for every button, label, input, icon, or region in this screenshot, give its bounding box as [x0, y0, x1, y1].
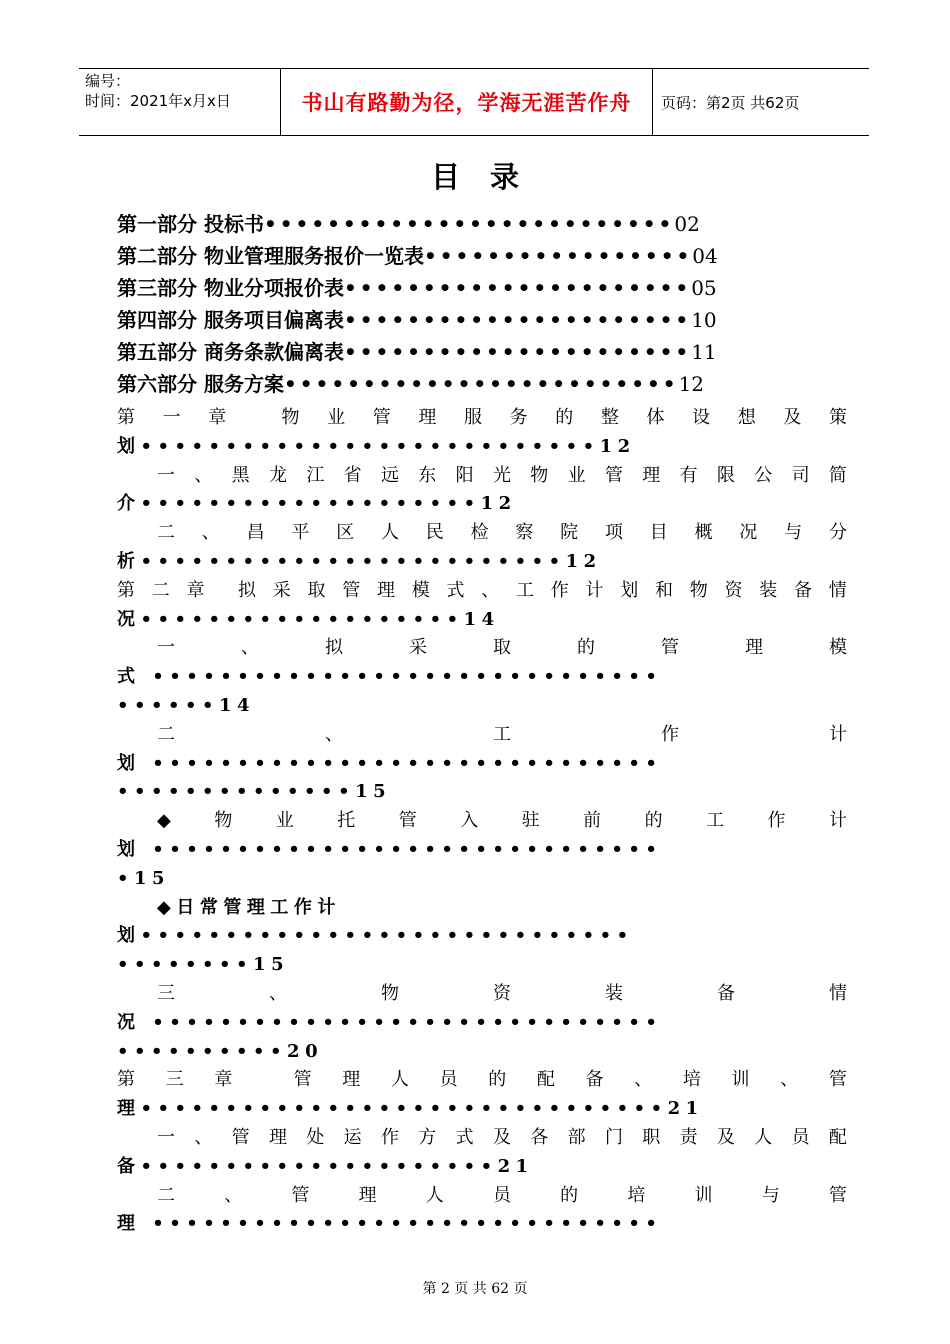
header-meta	[79, 69, 281, 135]
toc-entry-char: 江	[306, 464, 325, 486]
toc-entry-char: 平	[291, 522, 310, 544]
toc-entry-char: 管	[372, 407, 391, 428]
toc-entry-char: 装	[759, 579, 778, 601]
toc-entry-char: 公	[754, 464, 773, 486]
toc-entry-char: 及	[492, 1126, 511, 1148]
toc-entry-line	[117, 778, 847, 807]
toc-entry-char: 况	[739, 522, 758, 544]
toc-entry-char: 的	[644, 810, 663, 832]
toc-entry-text: •15	[117, 867, 171, 889]
toc-entry-char: 的	[577, 637, 595, 659]
toc-entry-char: 及	[783, 407, 802, 428]
toc-entry-line	[117, 1038, 847, 1067]
toc-entry-char: 培	[682, 1069, 701, 1091]
toc-entry-line	[117, 634, 847, 663]
toc-entry-char: 二	[151, 579, 170, 601]
toc-part-label: 第一部分 投标书	[117, 212, 264, 236]
toc-entry-char: 拟	[238, 579, 256, 601]
toc-entry-char: 入	[460, 810, 479, 832]
toc-entry-char: 作	[550, 579, 569, 601]
toc-entry-line	[117, 692, 847, 721]
toc-entry-char: 、	[201, 522, 220, 544]
toc-entry-char: 门	[604, 1126, 623, 1148]
toc-entry-char: 管	[398, 810, 417, 832]
toc-entry-text: 备•••••••••••••••••••••21	[117, 1155, 534, 1177]
toc-entry-text: 划 ••••••••••••••••••••••••••••••	[117, 752, 663, 774]
toc-entry-char: 职	[642, 1126, 661, 1148]
toc-entry-char: 理	[342, 1069, 361, 1091]
toc-entry-text: 理•••••••••••••••••••••••••••••••21	[117, 1098, 704, 1120]
toc-entry-line	[117, 663, 847, 692]
toc-entry-char: 、	[194, 464, 213, 486]
toc-part-label: 第二部分 物业管理服务报价一览表	[117, 244, 424, 268]
toc-entry-char: 计	[829, 723, 847, 745]
toc-entry-char: 模	[411, 579, 430, 601]
toc-entry-char: 驻	[521, 810, 540, 832]
toc-entry-char: 第	[117, 579, 135, 601]
toc-entry-line	[117, 462, 847, 491]
toc-entry-char: 训	[694, 1184, 713, 1206]
toc-entry-char: 理	[745, 637, 763, 659]
toc-entry-char: 第	[117, 407, 135, 428]
toc-entry-char: 员	[791, 1126, 810, 1148]
toc-entry-line	[117, 433, 847, 462]
toc-entry-char: 托	[337, 810, 356, 832]
toc-entry-char: 物	[281, 407, 300, 428]
toc-part-row	[117, 208, 847, 240]
toc-entry-char: 章	[208, 407, 227, 428]
toc-entry-char: 省	[343, 464, 362, 486]
toc-entry-char: 物	[689, 579, 708, 601]
time-label: 时间：2021年x月x日	[85, 92, 231, 110]
toc-entry-char: 章	[214, 1069, 233, 1091]
toc-entry-char: 黑	[231, 464, 250, 486]
toc-entry-char: 的	[488, 1069, 507, 1091]
toc-entry-char: 目	[649, 522, 668, 544]
page-header	[79, 68, 869, 136]
toc-entry-char: 管	[661, 637, 679, 659]
toc-entry-char: 资	[724, 579, 743, 601]
toc-entry-char: 简	[828, 464, 847, 486]
toc-page-number: 02	[674, 212, 700, 236]
toc-entry-char: 训	[731, 1069, 750, 1091]
toc-entry-char: 理	[642, 464, 661, 486]
toc-entry-char: 各	[530, 1126, 549, 1148]
toc-entry-line	[117, 836, 847, 865]
toc-entry-char: 昌	[246, 522, 265, 544]
toc-entry-char: 院	[560, 522, 579, 544]
toc-entry-char: 工	[706, 810, 725, 832]
toc-page-number: 11	[691, 340, 717, 364]
toc-entry-line	[117, 750, 847, 779]
toc-entry-char: 、	[780, 1069, 799, 1091]
toc-entry-char: 配	[536, 1069, 555, 1091]
toc-entry-text: 划•••••••••••••••••••••••••••••	[117, 925, 634, 947]
toc-entry-char: 员	[492, 1184, 511, 1206]
toc-part-label: 第四部分 服务项目偏离表	[117, 308, 344, 332]
toc-entry-text: 析•••••••••••••••••••••••••12	[117, 550, 602, 572]
toc-entry-char: 备	[794, 579, 812, 601]
toc-entry-char: 管	[342, 579, 361, 601]
page-footer: 第 2 页 共 62 页	[422, 1281, 528, 1297]
toc-entry-char: 检	[470, 522, 489, 544]
toc-entry-char: 二	[157, 723, 175, 745]
toc-leader-dots: ••••••••••••••••••••••	[343, 276, 692, 300]
toc-entry-line	[117, 1009, 847, 1038]
toc-entry-char: 人	[425, 1184, 444, 1206]
toc-entry-line	[117, 490, 847, 519]
toc-entry-char: 三	[165, 1069, 184, 1091]
toc-entry-line	[117, 1124, 847, 1153]
toc-entries	[117, 404, 847, 1239]
toc-part-row	[117, 272, 847, 304]
toc-entry-char: 资	[493, 982, 511, 1004]
toc-part-label: 第三部分 物业分项报价表	[117, 276, 344, 300]
toc-entry-text: ••••••••15	[117, 954, 290, 976]
toc-entry-char: 第	[117, 1069, 135, 1091]
toc-page-number: 04	[692, 244, 718, 268]
toc-entry-line	[117, 519, 847, 548]
toc-entry-text: 况•••••••••••••••••••14	[117, 608, 500, 630]
toc-part-row	[117, 240, 847, 272]
toc-entry-text: 介••••••••••••••••••••12	[117, 493, 517, 515]
toc-entry-char: 培	[627, 1184, 646, 1206]
toc-entry-char: 、	[269, 982, 287, 1004]
toc-entry-char: 司	[791, 464, 810, 486]
toc-entry-char: 想	[737, 407, 756, 428]
toc-entry-char: 、	[634, 1069, 653, 1091]
toc-entry-char: 情	[829, 982, 847, 1004]
toc-entry-line	[117, 577, 847, 606]
toc-part-row	[117, 336, 847, 368]
toc-entry-line	[117, 894, 847, 923]
toc-entry-text: 式 ••••••••••••••••••••••••••••••	[117, 666, 663, 688]
toc-entry-char: 拟	[325, 637, 343, 659]
toc-entry-char: 一	[157, 637, 175, 659]
toc-part-row	[117, 368, 847, 400]
toc-entry-char: 式	[446, 579, 465, 601]
toc-entry-text: ••••••••••20	[117, 1040, 324, 1062]
toc-entry-char: 装	[605, 982, 623, 1004]
table-of-contents	[117, 208, 847, 1239]
toc-entry-char: 计	[585, 579, 604, 601]
toc-entry-char: 区	[336, 522, 355, 544]
toc-entry-char: 和	[655, 579, 673, 601]
toc-part-label: 第六部分 服务方案	[117, 372, 284, 396]
toc-entry-char: 服	[464, 407, 482, 428]
toc-leader-dots: •••••••••••••••••••••••••	[283, 372, 679, 396]
toc-entry-char: 配	[828, 1126, 847, 1148]
toc-entry-char: 业	[567, 464, 586, 486]
toc-entry-char: 体	[646, 407, 665, 428]
toc-entry-char: 取	[307, 579, 326, 601]
toc-entry-char: 物	[381, 982, 399, 1004]
toc-part-label: 第五部分 商务条款偏离表	[117, 340, 344, 364]
toc-entry-char: 处	[306, 1126, 325, 1148]
toc-page-number: 10	[691, 308, 717, 332]
toc-entry-char: 、	[481, 579, 500, 601]
toc-entry-line	[117, 951, 847, 980]
toc-entry-line	[117, 721, 847, 750]
toc-entry-char: 物	[214, 810, 233, 832]
toc-entry-char: 龙	[268, 464, 287, 486]
toc-entry-char: 阳	[455, 464, 474, 486]
toc-entry-line	[117, 1066, 847, 1095]
toc-entry-char: 项	[604, 522, 623, 544]
toc-entry-char: 责	[679, 1126, 698, 1148]
toc-entry-char: 、	[325, 723, 343, 745]
toc-entry-line	[117, 922, 847, 951]
toc-entry-line	[117, 404, 847, 433]
toc-entry-char: 员	[439, 1069, 458, 1091]
toc-entry-char: 业	[275, 810, 294, 832]
toc-entry-line	[117, 548, 847, 577]
toc-entry-char: 与	[784, 522, 803, 544]
toc-entry-char: 分	[828, 522, 847, 544]
toc-entry-char: 民	[425, 522, 444, 544]
toc-entry-char: 策	[829, 407, 847, 428]
toc-leader-dots: ••••••••••••••••••••••	[343, 340, 692, 364]
header-page-info: 页码：第2页 共62页	[661, 93, 800, 112]
page-title: 目录	[430, 160, 549, 194]
toc-entry-char: 一	[157, 464, 175, 486]
toc-entry-char: 限	[716, 464, 735, 486]
toc-entry-text: 况 ••••••••••••••••••••••••••••••	[117, 1011, 663, 1033]
toc-entry-text: 划•••••••••••••••••••••••••••12	[117, 435, 636, 457]
toc-entry-char: 前	[583, 810, 602, 832]
number-label: 编号：	[85, 72, 131, 90]
toc-entry-char: 作	[767, 810, 786, 832]
toc-leader-dots: ••••••••••••••••••••••••••	[263, 212, 675, 236]
toc-entry-char: 管	[828, 1184, 847, 1206]
toc-entry-char: 章	[186, 579, 205, 601]
toc-entry-char: 、	[241, 637, 259, 659]
toc-entry-line	[117, 1095, 847, 1124]
toc-entry-char: 工	[516, 579, 534, 601]
toc-entry-char: 理	[358, 1184, 377, 1206]
toc-entry-line	[117, 1182, 847, 1211]
toc-entry-char: 作	[380, 1126, 399, 1148]
toc-entry-char: 远	[380, 464, 399, 486]
toc-page-number: 12	[678, 372, 705, 396]
toc-entry-line	[117, 1153, 847, 1182]
toc-entry-line	[117, 807, 847, 836]
toc-entry-char: 部	[567, 1126, 586, 1148]
toc-leader-dots: •••••••••••••••••	[423, 244, 693, 268]
toc-entry-text: ••••••••••••••15	[117, 781, 392, 803]
toc-entry-char: 工	[493, 723, 511, 745]
toc-entry-char: 理	[268, 1126, 287, 1148]
toc-entry-char: 作	[661, 723, 679, 745]
toc-entry-char: 光	[492, 464, 511, 486]
toc-entry-char: 三	[157, 982, 175, 1004]
toc-entry-char: 人	[390, 1069, 409, 1091]
toc-entry-char: 理	[418, 407, 437, 428]
toc-entry-char: 二	[157, 522, 175, 544]
toc-entry-char: 采	[272, 579, 291, 601]
toc-leader-dots: ••••••••••••••••••••••	[343, 308, 692, 332]
toc-entry-char: 东	[418, 464, 437, 486]
toc-entry-char: 、	[194, 1126, 213, 1148]
toc-entry-char: 理	[377, 579, 395, 601]
toc-entry-char: 业	[327, 407, 346, 428]
toc-page-number: 05	[691, 276, 717, 300]
toc-entry-char: 管	[231, 1126, 250, 1148]
toc-entry-char: 设	[692, 407, 711, 428]
toc-entry-text: 理 ••••••••••••••••••••••••••••••	[117, 1213, 663, 1235]
toc-entry-char: 察	[515, 522, 534, 544]
toc-entry-char: 务	[509, 407, 528, 428]
toc-entry-char: 一	[162, 407, 181, 428]
toc-entry-line	[117, 1210, 847, 1239]
toc-entry-char: 及	[716, 1126, 735, 1148]
toc-entry-char: 、	[224, 1184, 243, 1206]
toc-entry-char: 管	[604, 464, 623, 486]
toc-entry-char: 备	[717, 982, 735, 1004]
toc-entry-char: 一	[157, 1126, 175, 1148]
toc-entry-char: 物	[530, 464, 549, 486]
toc-entry-char: 方	[418, 1126, 437, 1148]
toc-entry-char: 的	[560, 1184, 579, 1206]
toc-entry-char: 整	[600, 407, 619, 428]
toc-entry-char: 计	[829, 810, 847, 832]
toc-entry-char: 划	[620, 579, 639, 601]
toc-entry-char: 式	[455, 1126, 474, 1148]
toc-entry-char: 有	[679, 464, 698, 486]
toc-entry-line	[117, 865, 847, 894]
header-motto: 书山有路勤为径，学海无涯苦作舟	[281, 69, 653, 135]
toc-entry-char: 管	[291, 1184, 310, 1206]
toc-parts	[117, 208, 847, 400]
toc-entry-char: 运	[343, 1126, 362, 1148]
toc-entry-char: 模	[829, 637, 847, 659]
toc-entry-char: 取	[493, 637, 511, 659]
toc-entry-char: 管	[293, 1069, 312, 1091]
toc-entry-char: 概	[694, 522, 713, 544]
toc-entry-line	[117, 980, 847, 1009]
toc-entry-char: 备	[585, 1069, 604, 1091]
toc-entry-char: 情	[828, 579, 847, 601]
toc-entry-char: 采	[409, 637, 427, 659]
toc-entry-char: 管	[828, 1069, 847, 1091]
toc-entry-char: 人	[754, 1126, 773, 1148]
toc-entry-char: 人	[380, 522, 399, 544]
toc-entry-line	[117, 606, 847, 635]
toc-entry-text: ◆日常管理工作计	[157, 896, 341, 918]
toc-entry-text: ••••••14	[117, 694, 256, 716]
toc-entry-text: 划 ••••••••••••••••••••••••••••••	[117, 838, 663, 860]
toc-entry-char: 的	[555, 407, 574, 428]
toc-entry-char: 二	[157, 1184, 175, 1206]
toc-entry-char: 与	[761, 1184, 780, 1206]
toc-part-row	[117, 304, 847, 336]
toc-entry-char: ◆	[157, 810, 171, 832]
